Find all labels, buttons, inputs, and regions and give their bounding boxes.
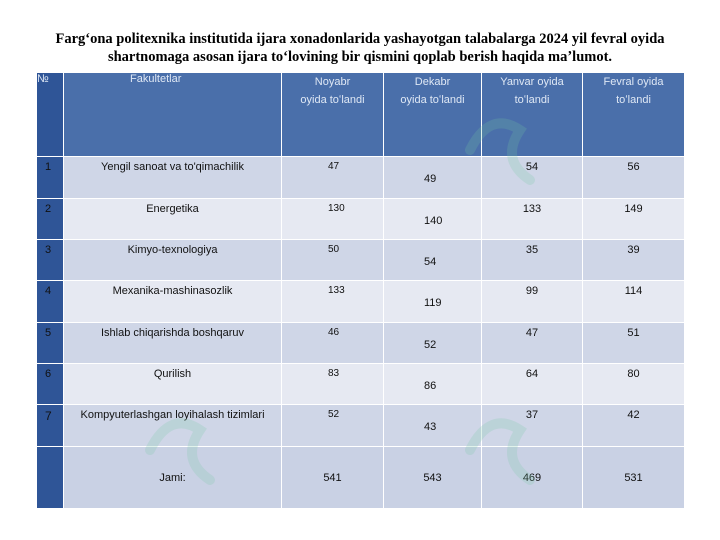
row-yanvar: 35 bbox=[482, 240, 583, 281]
row-dekabr: 54 bbox=[384, 240, 482, 281]
row-yanvar: 133 bbox=[482, 199, 583, 240]
payment-table bbox=[36, 72, 685, 509]
row-noyabr: 50 bbox=[282, 240, 384, 281]
row-num: 2 bbox=[37, 199, 64, 240]
row-num: 7 bbox=[37, 405, 64, 447]
total-label: Jami: bbox=[64, 447, 282, 509]
row-faculty: Energetika bbox=[64, 199, 282, 240]
title-line-2: shartnomaga asosan ijara toʻlovining bir qismini qoplab berish haqida maʼlumot. bbox=[107, 49, 613, 65]
row-faculty: Mexanika-mashinasozlik bbox=[64, 281, 282, 323]
row-noyabr: 52 bbox=[282, 405, 384, 447]
table-row bbox=[37, 364, 685, 405]
header-noyabr: Noyabr oyida toʻlandi bbox=[282, 73, 384, 157]
row-faculty: Ishlab chiqarishda boshqaruv bbox=[64, 323, 282, 364]
row-fevral: 56 bbox=[583, 157, 685, 199]
row-num: 5 bbox=[37, 323, 64, 364]
row-dekabr: 43 bbox=[384, 405, 482, 447]
row-num: 1 bbox=[37, 157, 64, 199]
row-noyabr: 83 bbox=[282, 364, 384, 405]
row-yanvar: 37 bbox=[482, 405, 583, 447]
total-row bbox=[37, 447, 685, 509]
header-num: № bbox=[37, 73, 64, 157]
header-yanvar: Yanvar oyida toʻlandi bbox=[482, 73, 583, 157]
row-faculty: Kimyo-texnologiya bbox=[64, 240, 282, 281]
row-num: 4 bbox=[37, 281, 64, 323]
row-dekabr: 119 bbox=[384, 281, 482, 323]
row-fevral: 42 bbox=[583, 405, 685, 447]
row-yanvar: 47 bbox=[482, 323, 583, 364]
row-dekabr: 140 bbox=[384, 199, 482, 240]
row-noyabr: 46 bbox=[282, 323, 384, 364]
total-dekabr: 543 bbox=[384, 447, 482, 509]
row-fevral: 51 bbox=[583, 323, 685, 364]
row-fevral: 39 bbox=[583, 240, 685, 281]
row-yanvar: 99 bbox=[482, 281, 583, 323]
total-noyabr: 541 bbox=[282, 447, 384, 509]
table-row bbox=[37, 157, 685, 199]
table-row bbox=[37, 199, 685, 240]
title-line-1: Fargʻona politexnika institutida ijara xonadonlarida yashayotgan talabalarga 2024 yil fevral oyida bbox=[55, 31, 665, 47]
table-row bbox=[37, 405, 685, 447]
table-row bbox=[37, 240, 685, 281]
document-title bbox=[30, 30, 690, 66]
row-noyabr: 130 bbox=[282, 199, 384, 240]
row-dekabr: 52 bbox=[384, 323, 482, 364]
header-fevral: Fevral oyida toʻlandi bbox=[583, 73, 685, 157]
row-yanvar: 64 bbox=[482, 364, 583, 405]
row-yanvar: 54 bbox=[482, 157, 583, 199]
table-header-row bbox=[37, 73, 685, 157]
row-noyabr: 47 bbox=[282, 157, 384, 199]
total-fevral: 531 bbox=[583, 447, 685, 509]
row-noyabr: 133 bbox=[282, 281, 384, 323]
header-faculty: Fakultetlar bbox=[64, 73, 282, 157]
total-yanvar: 469 bbox=[482, 447, 583, 509]
table-row bbox=[37, 323, 685, 364]
row-num: 3 bbox=[37, 240, 64, 281]
header-dekabr: Dekabr oyida toʻlandi bbox=[384, 73, 482, 157]
row-dekabr: 49 bbox=[384, 157, 482, 199]
row-num: 6 bbox=[37, 364, 64, 405]
row-dekabr: 86 bbox=[384, 364, 482, 405]
row-fevral: 114 bbox=[583, 281, 685, 323]
total-num-cell bbox=[37, 447, 64, 509]
row-fevral: 149 bbox=[583, 199, 685, 240]
table-row bbox=[37, 281, 685, 323]
row-faculty: Qurilish bbox=[64, 364, 282, 405]
row-faculty: Yengil sanoat va to'qimachilik bbox=[64, 157, 282, 199]
row-fevral: 80 bbox=[583, 364, 685, 405]
row-faculty: Kompyuterlashgan loyihalash tizimlari bbox=[64, 405, 282, 447]
